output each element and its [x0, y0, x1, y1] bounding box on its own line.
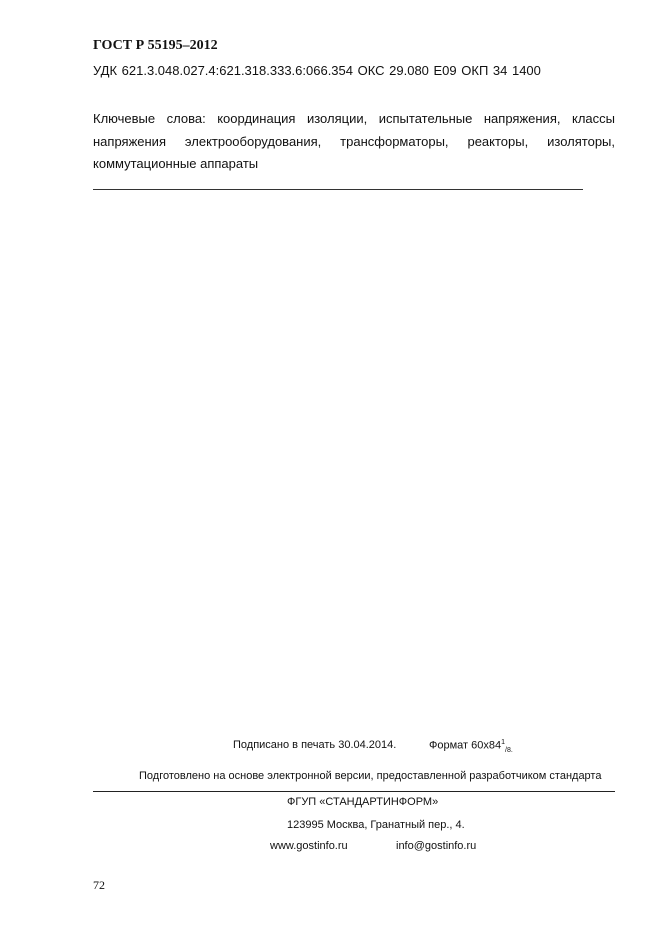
publisher-website: www.gostinfo.ru: [270, 840, 348, 852]
keywords-block: [93, 108, 615, 176]
publisher-address: 123995 Москва, Гранатный пер., 4.: [287, 819, 465, 831]
keywords-line: напряжения электрооборудования, трансформаторы, реакторы, изоляторы,: [93, 133, 615, 149]
keywords-line: коммутационные аппараты: [93, 156, 259, 171]
page-number: 72: [93, 878, 105, 892]
classification-line: УДК 621.3.048.027.4:621.318.333.6:066.354 ОКС 29.080 Е09 ОКП 34 1400: [93, 63, 541, 78]
document-code: ГОСТ Р 55195–2012: [93, 38, 218, 53]
format-denominator: /8.: [505, 746, 513, 754]
format-numerator: 1: [501, 739, 506, 746]
publisher-name: ФГУП «СТАНДАРТИНФОРМ»: [287, 796, 439, 808]
signed-for-print: Подписано в печать 30.04.2014.: [233, 739, 397, 751]
publisher-email: info@gostinfo.ru: [396, 840, 477, 852]
format-text: Формат 60х84: [429, 739, 502, 752]
keywords-line: Ключевые слова: координация изоляции, испытательные напряжения, классы: [93, 111, 615, 126]
divider-line: [93, 189, 583, 190]
divider-line: [93, 791, 615, 792]
print-format: [429, 739, 513, 754]
prepared-note: Подготовлено на основе электронной версии, предоставленной разработчиком стандарта: [139, 770, 602, 782]
